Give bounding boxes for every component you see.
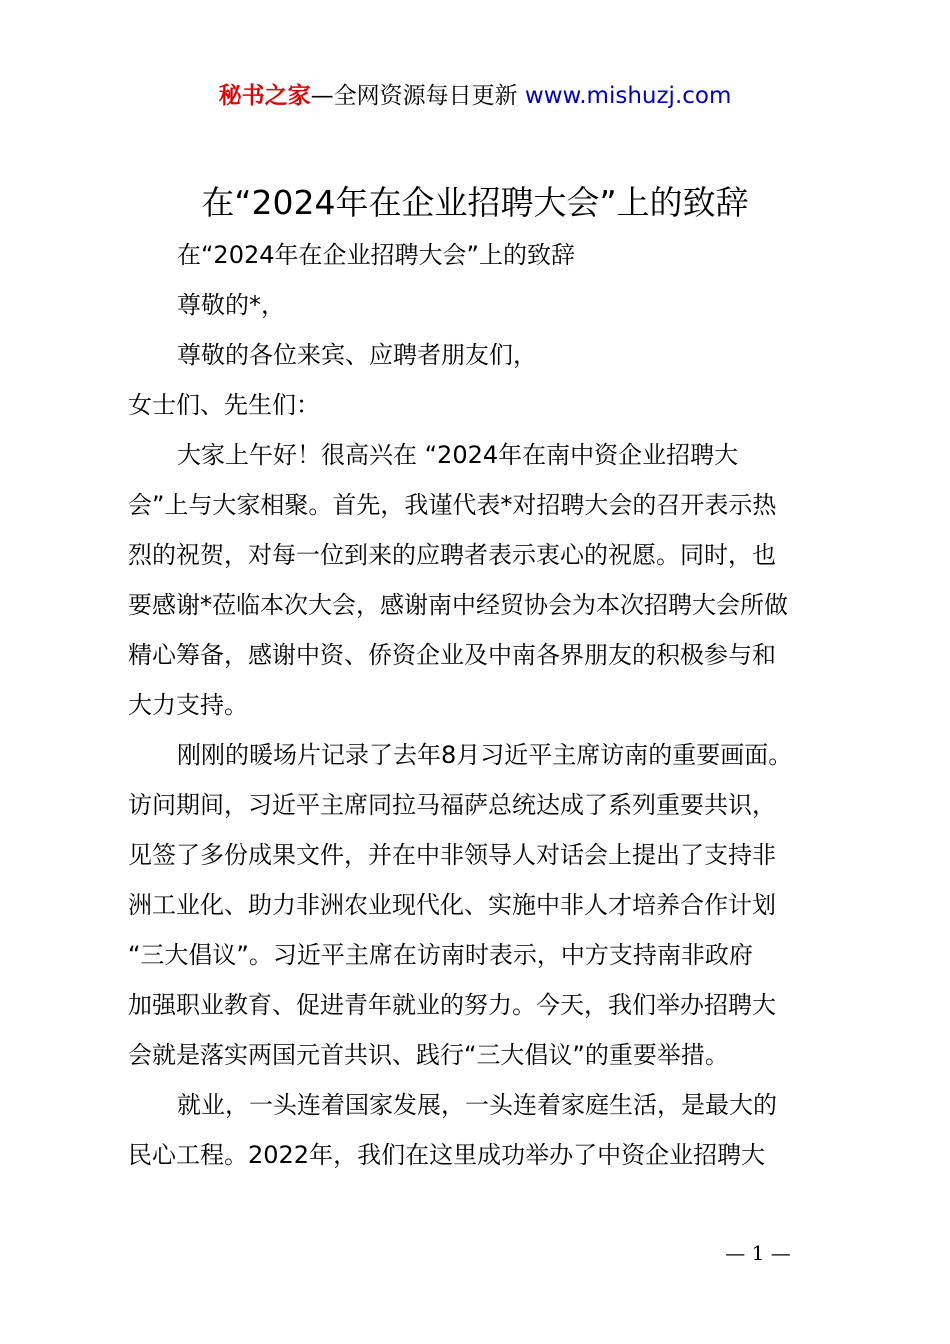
body-line: 会就是落实两国元首共识、践行“三大倡议”的重要举措。 [128, 1041, 729, 1069]
body-line: 精心筹备，感谢中资、侨资企业及中南各界朋友的积极参与和 [128, 641, 776, 669]
document-body [128, 230, 833, 1180]
body-line: 加强职业教育、促进青年就业的努力。今天，我们举办招聘大 [128, 991, 776, 1019]
site-brand: 秘书之家 [218, 83, 311, 109]
body-line: 尊敬的*， [177, 291, 285, 319]
body-line: 访问期间，习近平主席同拉马福萨总统达成了系列重要共识， [128, 791, 776, 819]
body-line: 在“2024年在企业招聘大会”上的致辞 [177, 241, 575, 269]
body-line: 民心工程。2022年，我们在这里成功举办了中资企业招聘大 [128, 1141, 766, 1169]
site-url-link[interactable]: www.mishuzj.com [524, 83, 732, 109]
body-line: 尊敬的各位来宾、应聘者朋友们， [177, 341, 537, 369]
site-header [0, 80, 950, 112]
site-tagline: —全网资源每日更新 [310, 83, 525, 109]
body-line: 大力支持。 [128, 691, 248, 719]
body-line: “三大倡议”。习近平主席在访南时表示，中方支持南非政府 [128, 941, 753, 969]
body-line: 就业，一头连着国家发展，一头连着家庭生活，是最大的 [177, 1091, 777, 1119]
document-title: 在“2024年在企业招聘大会”上的致辞 [201, 183, 749, 222]
body-line: 刚刚的暖场片记录了去年8月习近平主席访南的重要画面。 [177, 741, 793, 769]
body-line: 大家上午好！很高兴在 “2024年在南中资企业招聘大 [177, 441, 739, 469]
body-line: 会”上与大家相聚。首先，我谨代表*对招聘大会的召开表示热 [128, 491, 777, 519]
body-line: 烈的祝贺，对每一位到来的应聘者表示衷心的祝愿。同时，也 [128, 541, 776, 569]
body-line: 要感谢*莅临本次大会，感谢南中经贸协会为本次招聘大会所做 [128, 591, 788, 619]
body-line: 女士们、先生们： [128, 391, 320, 419]
page-number: — 1 — [725, 1241, 791, 1265]
body-line: 见签了多份成果文件，并在中非领导人对话会上提出了支持非 [128, 841, 776, 869]
body-line: 洲工业化、助力非洲农业现代化、实施中非人才培养合作计划 [128, 891, 776, 919]
